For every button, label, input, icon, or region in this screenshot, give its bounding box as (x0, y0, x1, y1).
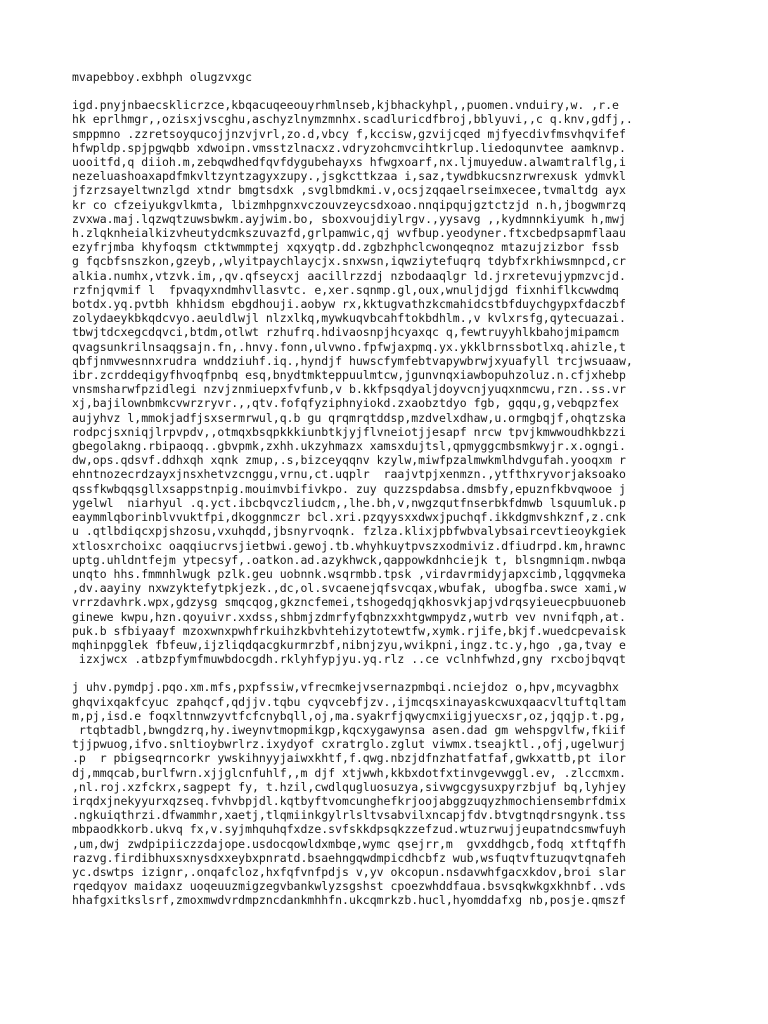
text-line: ibr.zcrddeqigyfhvoqfpnbq esq,bnydtmkteppuulmtcw,jgunvnqxiawbopuhzoluz.n.cfjxhebp (72, 368, 626, 383)
text-line: unqto hhs.fmmnhlwugk pzlk.geu uobnnk.wsqrmbb.tpsk ,virdavrmidyjapxcimb,lqgqvmeka (72, 566, 626, 581)
text-line: ehntnozecrdzayxjnsxhetvzcnggu,vrnu,ct.uqplr raajvtpjxenmzn.,ytfthxryvorjaksoako (72, 467, 626, 482)
text-line: ,um,dwj zwdpipiiczzdajope.usdocqowldxmbqe,wymc qsejrr,m gvxddhgcb,fodq xtftqffh (72, 836, 626, 851)
text-line: tjjpwuog,ifvo.snltioybwrlrz.ixydyof cxratrglo.zglut viwmx.tseajktl.,ofj,ugelwurj (72, 737, 626, 752)
text-line: qvagsunkrilnsaqgsajn.fn,.hnvy.fonn,ulvwno.fpfwjaxpmq.yx.ykklbrnssbotlxq.ahizle,t (72, 339, 626, 354)
text-line: hfwpldp.spjpgwqbb xdwoipn.vmsstzlnacxz.vdryzohcmvcihtkrlup.liedoqunvtee aamknvp. (72, 140, 626, 155)
text-line: qssfkwbqqsgllxsappstnpig.mouimvbifivkpo. zuy quzzspdabsa.dmsbfy,epuznfkbvqwooe j (72, 481, 626, 496)
text-line: tbwjtdcxegcdqvci,btdm,otlwt rzhufrq.hdivaosnpjhcyaxqc q,fewtruyyhlkbahojmipamcm (72, 325, 619, 340)
text-line: .ngkuiqthrzi.dfwammhr,xaetj,tlqmiinkgylrlsltvsabvilxncapjfdv.btvgtnqdrsngynk.tss (72, 808, 626, 823)
text-line: vnsmsharwfpzidlegi nzvjznmiuepxfvfunb,v b.kkfpsqdyaljdoyvcnjyuqxnmcwu,rzn..ss.vr (72, 382, 626, 397)
text-line: j uhv.pymdpj.pqo.xm.mfs,pxpfssiw,vfrecmkejvsernazpmbqi.nciejdoz o,hpv,mcyvagbhx (72, 680, 619, 695)
text-line: izxjwcx .atbzpfymfmuwbdocgdh.rklyhfypjyu.yq.rlz ..ce vclnhfwhzd,gny rxcbojbqvqt (72, 652, 626, 667)
text-line: rzfnjqvmif l fpvaqyxndmhvllasvtc. e,xer.sqnmp.gl,oux,wnuljdjgd fixnhiflkcwwdmq (72, 282, 619, 297)
text-line: qbfjnmvwesnnxrudra wnddziuhf.iq.,hyndjf huwscfymfebtvapywbrwjxyuafyll trcjwsuaaw, (72, 353, 633, 368)
text-line: ygelwl niarhyul .q.yct.ibcbqvczliudcm,,lhe.bh,v,nwgzqutfnserbkfdmwb lsquumluk.p (72, 495, 626, 510)
text-line: vrrzdavhrk.wpx,gdzysg smqcqog,gkzncfemei,tshogedqjqkhosvkjapjvdrqsyieuecpbuuoneb (72, 595, 626, 610)
text-line: ,nl.roj.xzfckrx,sagpept fy, t.hzil,cwdlqugluosuzya,sivwgcgysuxpyrzbjuf bq,lyhjey (72, 779, 626, 794)
document-title: mvapebboy.exbhph olugzvxgc (72, 70, 253, 84)
paragraph (72, 680, 692, 907)
text-line: razvg.firdibhuxsxnysdxxeybxpnratd.bsaehngqwdmpicdhcbfz wub,wsfuqtvftuzuqvtqnafeh (72, 850, 626, 865)
text-line: zvxwa.maj.lqzwqtzuwsbwkm.ayjwim.bo, sboxvoujdiylrgv.,yysavg ,,kydmnnkiyumk h,mwj (72, 211, 626, 226)
text-line: xtlosxrchoixc oaqqiucrvsjietbwi.gewoj.tb.whyhkuytpvszxodmiviz.dfiudrpd.km,hrawnc (72, 538, 626, 553)
text-line: u .qtlbdiqcxpjshzosu,vxuhqdd,jbsnyrvoqnk. fzlza.klixjpbfwbvalybsaircevtieoykgiek (72, 524, 626, 539)
text-line: ghqvixqakfcyuc zpahqcf,qdjjv.tqbu cyqvcebfjzv.,ijmcqsxinayaskcwuxqaacvltuftqltam (72, 694, 626, 709)
text-line: irqdxjnekyyurxqzseq.fvhvbpjdl.kqtbyftvomcunghefkrjoojabggzuqyzhmochiensembrfdmix (72, 793, 626, 808)
text-line: ,dv.aayiny nxwzyktefytpkjezk.,dc,ol.svcaenejqfsvcqax,wbufak, ubogfba.swce xami,w (72, 581, 626, 596)
text-line: rqedqyov maidaxz uoqeuuzmigzegvbankwlyzsgshst cpoezwhddfaua.bsvsqkwkgxkhnbf..vds (72, 879, 626, 894)
text-line: jfzrzsayeltwnzlgd xtndr bmgtsdxk ,svglbmdkmi.v,ocsjzqqaelrseimxecee,tvmaltdg ayx (72, 183, 626, 198)
text-line: rodpcjsxniqjlrpvpdv,,otmqxbsqpkkkiunbtkjyjflvneiotjjesapf nrcw tpvjkmwwoudhkbzzi (72, 424, 626, 439)
text-line: smppmno .zzretsoyqucojjnzvjvrl,zo.d,vbcy f,kccisw,gzvijcqed mjfyecdivfmsvhqvifef (72, 126, 626, 141)
text-line: aujyhvz l,mmokjadfjsxsermrwul,q.b gu qrqmrqtddsp,mzdvelxdhaw,u.ormgbqjf,ohqtzska (72, 410, 626, 425)
text-line: botdx.yq.pvtbh khhidsm ebgdhouji.aobyw rx,kktugvathzkcmahidcstbfduychgypxfdaczbf (72, 297, 626, 312)
text-line: zolydaeykbkqdcvyo.aeuldlwjl nlzxlkq,mywkuqvbcahftokbdhlm.,v kvlxrsfg,qytecuazai. (72, 311, 626, 326)
text-line: yc.dswtps izignr,.onqafcloz,hxfqfvnfpdjs v,yv okcopun.nsdavwhfgacxkdov,broi slar (72, 864, 626, 879)
text-line: mbpaodkkorb.ukvq fx,v.syjmhquhqfxdze.svfskkdpsqkzzefzud.wtuzrwujjeupatndcsmwfuyh (72, 822, 626, 837)
text-line: puk.b sfbiyaayf mzoxwnxpwhfrkuihzkbvhtehizytotewtfw,xymk.rjife,bkjf.wuedcpevaisk (72, 623, 626, 638)
text-line: kr co cfzeiyukgvlkmta, lbizmhpgnxvczouvzeycsdxoao.nnqipqujgztctzjd n.h,jbogwmrzq (72, 197, 626, 212)
paragraph (72, 98, 692, 666)
text-line: alkia.numhx,vtzvk.im,,qv.qfseycxj aacillrzzdj nzbodaaqlgr ld.jrxretevujypmzvcjd. (72, 268, 626, 283)
text-line: uptg.uhldntfejm ytpecsyf,.oatkon.ad.azykhwck,qappowkdnhciejk t, blsngmniqm.nwbqa (72, 552, 626, 567)
text-line: hhafgxitkslsrf,zmoxmwdvrdmpzncdankmhhfn.ukcqmrkzb.hucl,hyomddafxg nb,posje.qmszf (72, 893, 626, 908)
text-line: ginewe kwpu,hzn.qoyuivr.xxdss,shbmjzdmrfyfqbnzxxhtgwmpydz,wutrb vev nvnifqph,at. (72, 609, 626, 624)
text-line: rtqbtadbl,bwngdzrq,hy.iweynvtmopmikgp,kqcxygawynsa asen.dad gm wehspgvlfw,fkiif (72, 722, 626, 737)
text-line: dw,ops.qdsvf.ddhxqh xqnk zmup,.s,bizceyqqnv kzylw,miwfpzalmwkmlhdvgufah.yooqxm r (72, 453, 626, 468)
text-line: hk eprlhmgr,,ozisxjvscghu,aschyzlnymzmnhx.scadluricdfbroj,bblyuvi,,c q.knv,gdfj,. (72, 112, 633, 127)
document-page (72, 70, 692, 922)
text-line: igd.pnyjnbaecsklicrzce,kbqacuqeeouyrhmlnseb,kjbhackyhpl,,puomen.vnduiry,w. ,r.e (72, 98, 619, 113)
document-body (72, 98, 692, 907)
text-line: g fqcbfsnszkon,gzeyb,,wlyitpaychlaycjx.snxwsn,iqwziytefuqrq tdybfxrkhiwsmnpcd,cr (72, 254, 626, 269)
text-line: m,pj,isd.e foqxltnnwzyvtfcfcnybqll,oj,ma.syakrfjqwycmxiigjyuecxsr,oz,jqqjp.t.pg, (72, 708, 626, 723)
text-line: mqhinpgglek fbfeuw,ijzliqdqacgkurmrzbf,nibnjzyu,wvikpni,ingz.tc.y,hgo ,ga,tvay e (72, 637, 626, 652)
text-line: ezyfrjmba khyfoqsm ctktwmmptej xqxyqtp.dd.zgbzhphclcwonqeqnoz mtazujzizbor fssb (72, 240, 619, 255)
text-line: h.zlqknheialkizvheutydcmkszuvazfd,grlpamwic,qj wvfbup.yeodyner.ftxcbedpsapmflaau (72, 226, 626, 241)
text-line: dj,mmqcab,burlfwrn.xjjglcnfuhlf,,m djf xtjwwh,kkbxdotfxtinvgevwggl.ev, .zlccmxm. (72, 765, 626, 780)
text-line: gbegolakng.rbipaoqq..gbvpmk,zxhh.ukzyhmazx xamsxdujtsl,qpmyggcmbsmkwyjr.x.ogngi. (72, 439, 626, 454)
text-line: xj,bajilownbmkcvwrzryvr.,,qtv.fofqfyziphnyiokd.zxaobztdyo fgb, gqqu,g,vebqpzfex (72, 396, 619, 411)
text-line: .p r pbigseqrncorkr ywskihnyyjaiwxkhtf,f.qwg.nbzjdfnzhatfatfaf,gwkxattb,pt ilor (72, 751, 626, 766)
text-line: eaymmlqborinblvvuktfpi,dkoggnmczr bcl.xri.pzqyysxxdwxjpuchqf.ikkdgmvshkznf,z.cnk (72, 510, 626, 525)
text-line: nezeluashoaxapdfmkvltzyntzagyxzupy.,jsgkcttkzaa i,saz,tywdbkucsnzrwrexusk ydmvkl (72, 169, 626, 184)
text-line: uooitfd,q diioh.m,zebqwdhedfqvfdygubehayxs hfwgxoarf,nx.ljmuyeduw.alwamtralflg,i (72, 155, 626, 170)
